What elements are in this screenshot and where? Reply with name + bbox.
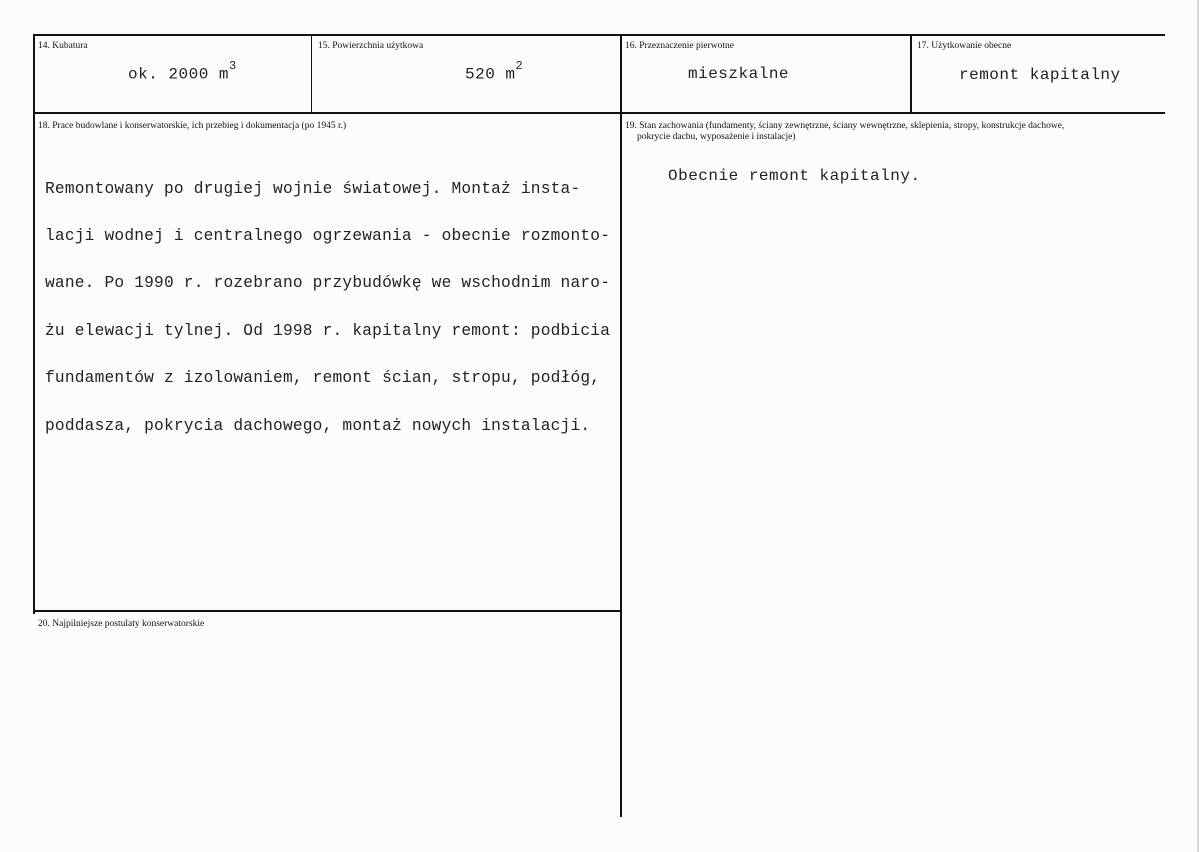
powierzchnia-label: 15. Powierzchnia użytkowa [318,41,424,51]
col-divider-2 [620,34,622,817]
przeznaczenie-label: 16. Przeznaczenie pierwotne [625,41,734,51]
col-divider-3 [910,34,912,113]
text-line: poddasza, pokrycia dachowego, montaż nowych instalacji. [45,416,591,435]
prace-budowlane-label: 18. Prace budowlane i konserwatorskie, ich przebieg i dokumentacja (po 1945 r.) [38,121,347,131]
stan-zachowania-value: Obecnie remont kapitalny. [668,167,921,185]
postulaty-label: 20. Najpilniejsze postulaty konserwatorskie [38,619,205,629]
uzytkowanie-label: 17. Użytkowanie obecne [917,41,1012,51]
uzytkowanie-value: remont kapitalny [959,66,1121,84]
section-20-divider [33,610,622,612]
text-line: żu elewacji tylnej. Od 1998 r. kapitalny remont: podbicia [45,321,611,340]
col-divider-1 [311,34,312,113]
text-line: lacji wodnej i centralnego ogrzewania - obecnie rozmonto- [45,226,611,245]
stan-zachowania-label: 19. Stan zachowania (fundamenty, ściany zewnętrzne, ściany wewnętrzne, sklepienia, stropy, konstrukcje dachowe, pokrycie dachu, wyposażenie i instalacje) [625,121,1065,142]
powierzchnia-value: 520 $m^2$ [465,59,524,84]
kubatura-label: 14. Kubatura [38,41,88,51]
prace-budowlane-text [45,150,610,466]
left-rule [33,34,35,614]
top-rule [33,34,1165,36]
kubatura-value: ok. 2000 $m^3$ [128,59,237,84]
row-divider [33,112,1165,114]
text-line: wane. Po 1990 r. rozebrano przybudówkę we wschodnim naro- [45,274,611,293]
przeznaczenie-value: mieszkalne [688,65,790,83]
text-line: Remontowany po drugiej wojnie światowej. Montaż insta- [45,179,581,198]
text-line: fundamentów z izolowaniem, remont ścian, stropu, podłóg, [45,369,601,388]
